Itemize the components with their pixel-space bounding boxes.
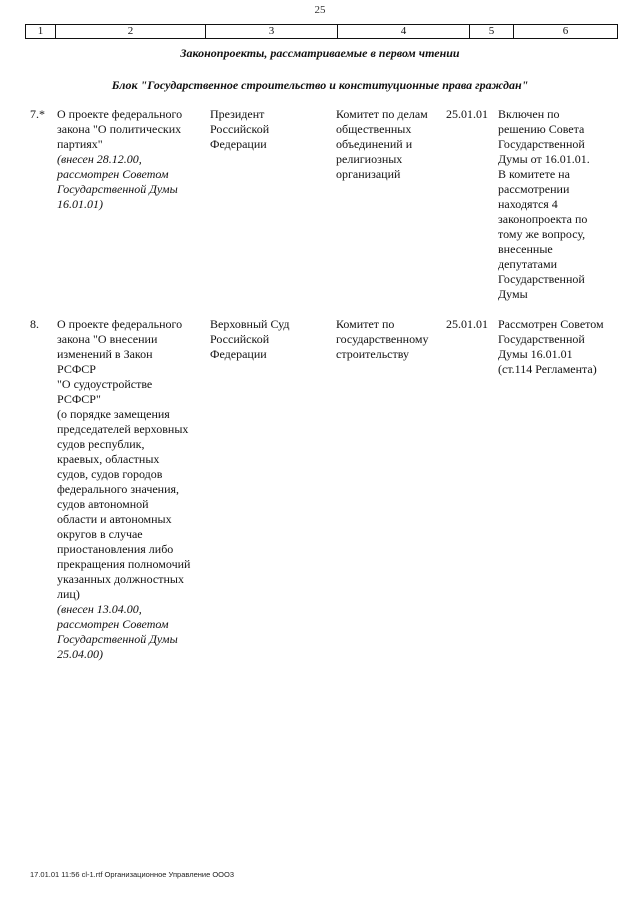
text-line: судов республик, [57, 437, 145, 451]
text-line: Думы от 16.01.01. [498, 152, 590, 166]
bill-note-line: (внесен 28.12.00, [57, 152, 142, 166]
text-line: Государственной [498, 272, 585, 286]
text-line: РСФСР [57, 362, 96, 376]
text-line: прекращения полномочий [57, 557, 191, 571]
column-number-3: 3 [206, 25, 338, 39]
text-line: (ст.114 Регламента) [498, 362, 597, 376]
section-title: Законопроекты, рассматриваемые в первом чтении [180, 46, 460, 60]
text-line: Президент [210, 107, 265, 121]
bill-note-line: 16.01.01) [57, 197, 103, 211]
text-line: строительству [336, 347, 409, 361]
column-number-2: 2 [56, 25, 206, 39]
column-header-row [25, 24, 618, 39]
text-line: партиях" [57, 137, 103, 151]
column-number-1: 1 [26, 25, 56, 39]
text-line: Государственной [498, 332, 585, 346]
text-line: области и автономных [57, 512, 172, 526]
text-line: тому же вопросу, [498, 227, 586, 241]
text-line: "О судоустройстве [57, 377, 153, 391]
text-line: Федерации [210, 137, 267, 151]
text-line: общественных [336, 122, 412, 136]
column-number-5: 5 [470, 25, 514, 39]
text-line: В комитете на [498, 167, 570, 181]
text-line: Верховный Суд [210, 317, 290, 331]
text-line: организаций [336, 167, 401, 181]
text-line: приостановления либо [57, 542, 174, 556]
row-number: 8. [30, 317, 39, 331]
text-line: краевых, областных [57, 452, 160, 466]
text-line: внесенные [498, 242, 553, 256]
text-line: судов автономной [57, 497, 149, 511]
responsible-committee [336, 107, 448, 182]
bill-note-line: (внесен 13.04.00, [57, 602, 142, 616]
text-line: изменений в Закон [57, 347, 153, 361]
text-line: Рассмотрен Советом [498, 317, 604, 331]
text-line: решению Совета [498, 122, 585, 136]
text-line: РСФСР" [57, 392, 101, 406]
text-line: объединений и [336, 137, 413, 151]
text-line: (о порядке замещения [57, 407, 170, 421]
text-line: указанных должностных [57, 572, 184, 586]
text-line: лиц) [57, 587, 80, 601]
text-line: религиозных [336, 152, 403, 166]
text-line: Российской [210, 332, 270, 346]
block-title: Блок "Государственное строительство и конституционные права граждан" [111, 78, 529, 92]
bill-note-line: рассмотрен Советом [57, 617, 169, 631]
page-number: 25 [314, 4, 326, 16]
text-line: судов, судов городов [57, 467, 163, 481]
column-number-6: 6 [514, 25, 618, 39]
bill-name [57, 107, 207, 212]
bill-note [498, 107, 620, 302]
bill-note [498, 317, 620, 377]
text-line: находятся 4 [498, 197, 558, 211]
bill-name [57, 317, 207, 662]
column-number-4: 4 [338, 25, 470, 39]
text-line: закона "О политических [57, 122, 182, 136]
text-line: Федерации [210, 347, 267, 361]
text-line: О проекте федерального [57, 317, 183, 331]
bill-row [30, 317, 620, 677]
text-line: законопроекта по [498, 212, 588, 226]
bill-note-line: Государственной Думы [57, 632, 178, 646]
text-line: округов в случае [57, 527, 143, 541]
text-line: депутатами [498, 257, 557, 271]
text-line: Государственной [498, 137, 585, 151]
text-line: Включен по [498, 107, 560, 121]
bill-author [210, 107, 332, 152]
bill-date: 25.01.01 [446, 107, 488, 121]
bill-note-line: 25.04.00) [57, 647, 103, 661]
bill-date: 25.01.01 [446, 317, 488, 331]
text-line: Комитет по [336, 317, 395, 331]
bill-note-line: рассмотрен Советом [57, 167, 169, 181]
bill-note-line: Государственной Думы [57, 182, 178, 196]
row-number: 7.* [30, 107, 45, 121]
bill-author [210, 317, 332, 362]
text-line: закона "О внесении [57, 332, 158, 346]
text-line: рассмотрении [498, 182, 570, 196]
text-line: федерального значения, [57, 482, 180, 496]
responsible-committee [336, 317, 448, 362]
text-line: председателей верховных [57, 422, 189, 436]
text-line: Комитет по делам [336, 107, 428, 121]
text-line: О проекте федерального [57, 107, 183, 121]
page-footer: 17.01.01 11:56 cl-1.rtf Организационное Управление ООО3 [30, 870, 234, 879]
text-line: государственному [336, 332, 429, 346]
text-line: Думы 16.01.01 [498, 347, 573, 361]
text-line: Думы [498, 287, 528, 301]
bill-row [30, 107, 620, 307]
text-line: Российской [210, 122, 270, 136]
